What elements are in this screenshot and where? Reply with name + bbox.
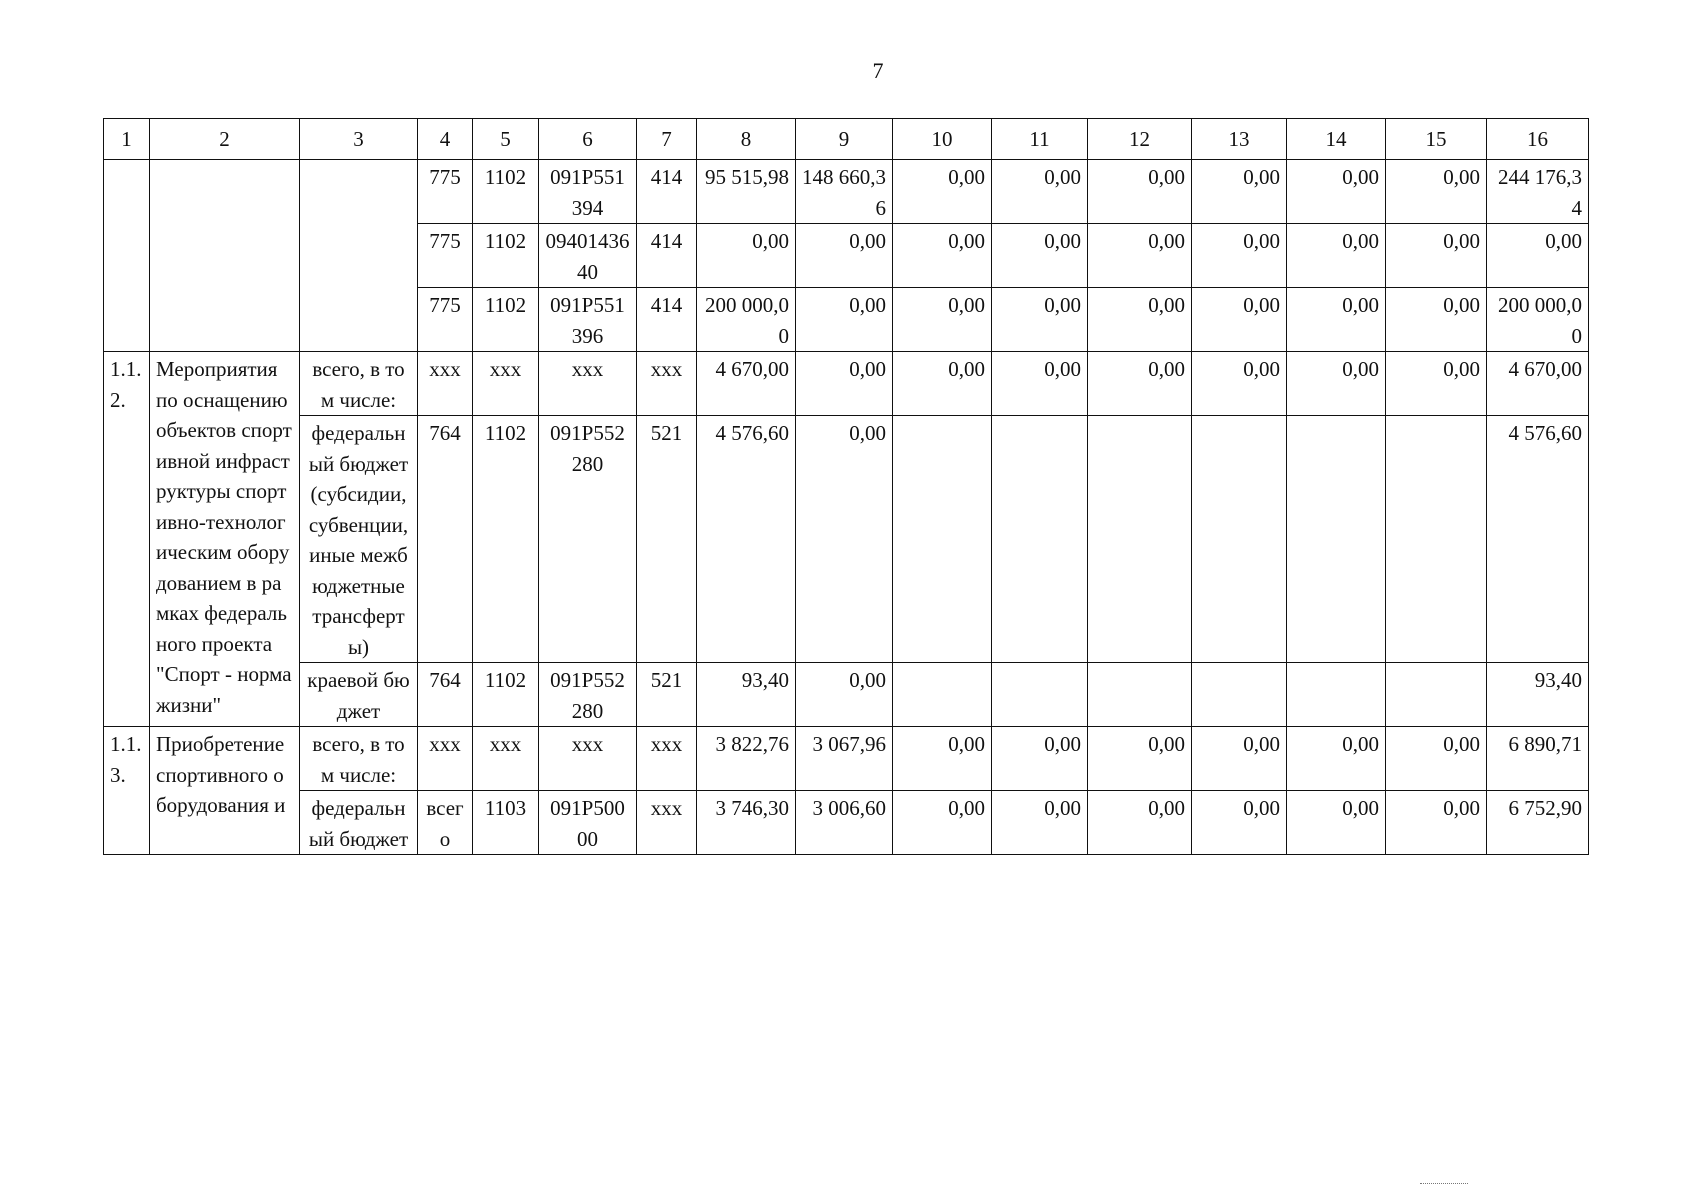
cell-c13: 0,00 [1192, 791, 1287, 855]
cell-c9: 148 660,36 [796, 160, 893, 224]
cell-c16: 6 890,71 [1487, 727, 1589, 791]
cell-c12: 0,00 [1088, 160, 1192, 224]
cell-c9: 0,00 [796, 663, 893, 727]
cell-c7: xxx [637, 791, 697, 855]
event-name-cell: Мероприятия по оснащению объектов спортивной инфраструктуры спортивно-технологическим оборудованием в рамках федерального проекта "Спорт - норма жизни" [150, 352, 300, 727]
cell-c6: xxx [539, 352, 637, 416]
table-row [104, 160, 1589, 224]
cell-c4: 775 [418, 160, 473, 224]
header-cell: 10 [893, 119, 992, 160]
scan-mark [1420, 1183, 1468, 1190]
cell-c15: 0,00 [1386, 791, 1487, 855]
table-row [104, 791, 1589, 855]
cell-c8: 4 576,60 [697, 416, 796, 663]
cell-c13 [1192, 663, 1287, 727]
cell-c9: 0,00 [796, 416, 893, 663]
cell-c10: 0,00 [893, 791, 992, 855]
cell-c16: 0,00 [1487, 224, 1589, 288]
cell-c13: 0,00 [1192, 727, 1287, 791]
cell-c6: 0940143640 [539, 224, 637, 288]
cell-c7: 521 [637, 663, 697, 727]
cell-c8: 200 000,00 [697, 288, 796, 352]
cell-c13: 0,00 [1192, 224, 1287, 288]
header-cell: 1 [104, 119, 150, 160]
cell-c11: 0,00 [992, 288, 1088, 352]
header-cell: 12 [1088, 119, 1192, 160]
funding-source-cell: федеральный бюджет [300, 791, 418, 855]
cell-c11: 0,00 [992, 352, 1088, 416]
cell-c8: 3 746,30 [697, 791, 796, 855]
cell-c16: 4 670,00 [1487, 352, 1589, 416]
cell-c6: 091P551394 [539, 160, 637, 224]
cell-c10 [893, 416, 992, 663]
header-cell: 16 [1487, 119, 1589, 160]
cell-c15 [1386, 663, 1487, 727]
table-row [104, 663, 1589, 727]
cell-c12: 0,00 [1088, 727, 1192, 791]
table-row [104, 352, 1589, 416]
row-number-cell [104, 160, 150, 352]
header-cell: 5 [473, 119, 539, 160]
cell-c9: 3 006,60 [796, 791, 893, 855]
cell-c12 [1088, 663, 1192, 727]
cell-c6: 091P552280 [539, 416, 637, 663]
cell-c14: 0,00 [1287, 352, 1386, 416]
funding-source-cell: всего, в том числе: [300, 352, 418, 416]
header-row [104, 119, 1589, 160]
cell-c5: xxx [473, 727, 539, 791]
cell-c5: 1102 [473, 288, 539, 352]
cell-c16: 93,40 [1487, 663, 1589, 727]
event-name-cell [150, 160, 300, 352]
cell-c5: 1102 [473, 663, 539, 727]
header-cell: 2 [150, 119, 300, 160]
cell-c13: 0,00 [1192, 160, 1287, 224]
cell-c6: 091P552280 [539, 663, 637, 727]
event-name-cell: Приобретение спортивного оборудования и [150, 727, 300, 855]
cell-c11: 0,00 [992, 727, 1088, 791]
funding-source-cell: федеральный бюджет (субсидии, субвенции, иные межбюджетные трансферты) [300, 416, 418, 663]
cell-c16: 200 000,00 [1487, 288, 1589, 352]
cell-c8: 0,00 [697, 224, 796, 288]
header-cell: 8 [697, 119, 796, 160]
header-cell: 9 [796, 119, 893, 160]
cell-c7: xxx [637, 727, 697, 791]
cell-c4: 764 [418, 416, 473, 663]
cell-c15: 0,00 [1386, 352, 1487, 416]
cell-c5: 1102 [473, 416, 539, 663]
cell-c9: 3 067,96 [796, 727, 893, 791]
header-cell: 4 [418, 119, 473, 160]
cell-c14: 0,00 [1287, 727, 1386, 791]
cell-c16: 6 752,90 [1487, 791, 1589, 855]
cell-c4: xxx [418, 352, 473, 416]
cell-c11: 0,00 [992, 224, 1088, 288]
cell-c14 [1287, 663, 1386, 727]
cell-c15: 0,00 [1386, 727, 1487, 791]
cell-c14 [1287, 416, 1386, 663]
cell-c11: 0,00 [992, 791, 1088, 855]
header-cell: 14 [1287, 119, 1386, 160]
table-row [104, 416, 1589, 663]
funding-source-cell [300, 160, 418, 352]
cell-c15 [1386, 416, 1487, 663]
cell-c4: 775 [418, 224, 473, 288]
cell-c15: 0,00 [1386, 160, 1487, 224]
cell-c12: 0,00 [1088, 791, 1192, 855]
row-number-cell: 1.1.2. [104, 352, 150, 727]
row-number-cell: 1.1.3. [104, 727, 150, 855]
cell-c13 [1192, 416, 1287, 663]
cell-c5: 1102 [473, 224, 539, 288]
cell-c14: 0,00 [1287, 224, 1386, 288]
cell-c15: 0,00 [1386, 224, 1487, 288]
cell-c8: 3 822,76 [697, 727, 796, 791]
page-number: 7 [872, 58, 884, 83]
cell-c7: 414 [637, 224, 697, 288]
cell-c7: 521 [637, 416, 697, 663]
cell-c6: 091P551396 [539, 288, 637, 352]
cell-c4: 764 [418, 663, 473, 727]
cell-c11 [992, 416, 1088, 663]
cell-c12: 0,00 [1088, 352, 1192, 416]
cell-c5: xxx [473, 352, 539, 416]
header-cell: 15 [1386, 119, 1487, 160]
cell-c10: 0,00 [893, 224, 992, 288]
cell-c11: 0,00 [992, 160, 1088, 224]
cell-c12: 0,00 [1088, 224, 1192, 288]
table-row [104, 727, 1589, 791]
cell-c9: 0,00 [796, 352, 893, 416]
cell-c10: 0,00 [893, 727, 992, 791]
cell-c10 [893, 663, 992, 727]
header-cell: 7 [637, 119, 697, 160]
cell-c7: 414 [637, 288, 697, 352]
cell-c13: 0,00 [1192, 352, 1287, 416]
cell-c9: 0,00 [796, 288, 893, 352]
budget-table [103, 118, 1589, 855]
cell-c4: всего [418, 791, 473, 855]
cell-c5: 1102 [473, 160, 539, 224]
cell-c6: xxx [539, 727, 637, 791]
cell-c8: 95 515,98 [697, 160, 796, 224]
cell-c4: xxx [418, 727, 473, 791]
cell-c5: 1103 [473, 791, 539, 855]
cell-c9: 0,00 [796, 224, 893, 288]
cell-c8: 93,40 [697, 663, 796, 727]
header-cell: 3 [300, 119, 418, 160]
cell-c16: 4 576,60 [1487, 416, 1589, 663]
header-cell: 6 [539, 119, 637, 160]
cell-c8: 4 670,00 [697, 352, 796, 416]
header-cell: 13 [1192, 119, 1287, 160]
cell-c10: 0,00 [893, 160, 992, 224]
funding-source-cell: всего, в том числе: [300, 727, 418, 791]
cell-c11 [992, 663, 1088, 727]
cell-c4: 775 [418, 288, 473, 352]
cell-c10: 0,00 [893, 352, 992, 416]
cell-c14: 0,00 [1287, 160, 1386, 224]
cell-c15: 0,00 [1386, 288, 1487, 352]
cell-c6: 091P50000 [539, 791, 637, 855]
cell-c10: 0,00 [893, 288, 992, 352]
cell-c12 [1088, 416, 1192, 663]
cell-c12: 0,00 [1088, 288, 1192, 352]
cell-c7: 414 [637, 160, 697, 224]
cell-c7: xxx [637, 352, 697, 416]
cell-c14: 0,00 [1287, 791, 1386, 855]
funding-source-cell: краевой бюджет [300, 663, 418, 727]
cell-c13: 0,00 [1192, 288, 1287, 352]
cell-c16: 244 176,34 [1487, 160, 1589, 224]
header-cell: 11 [992, 119, 1088, 160]
cell-c14: 0,00 [1287, 288, 1386, 352]
